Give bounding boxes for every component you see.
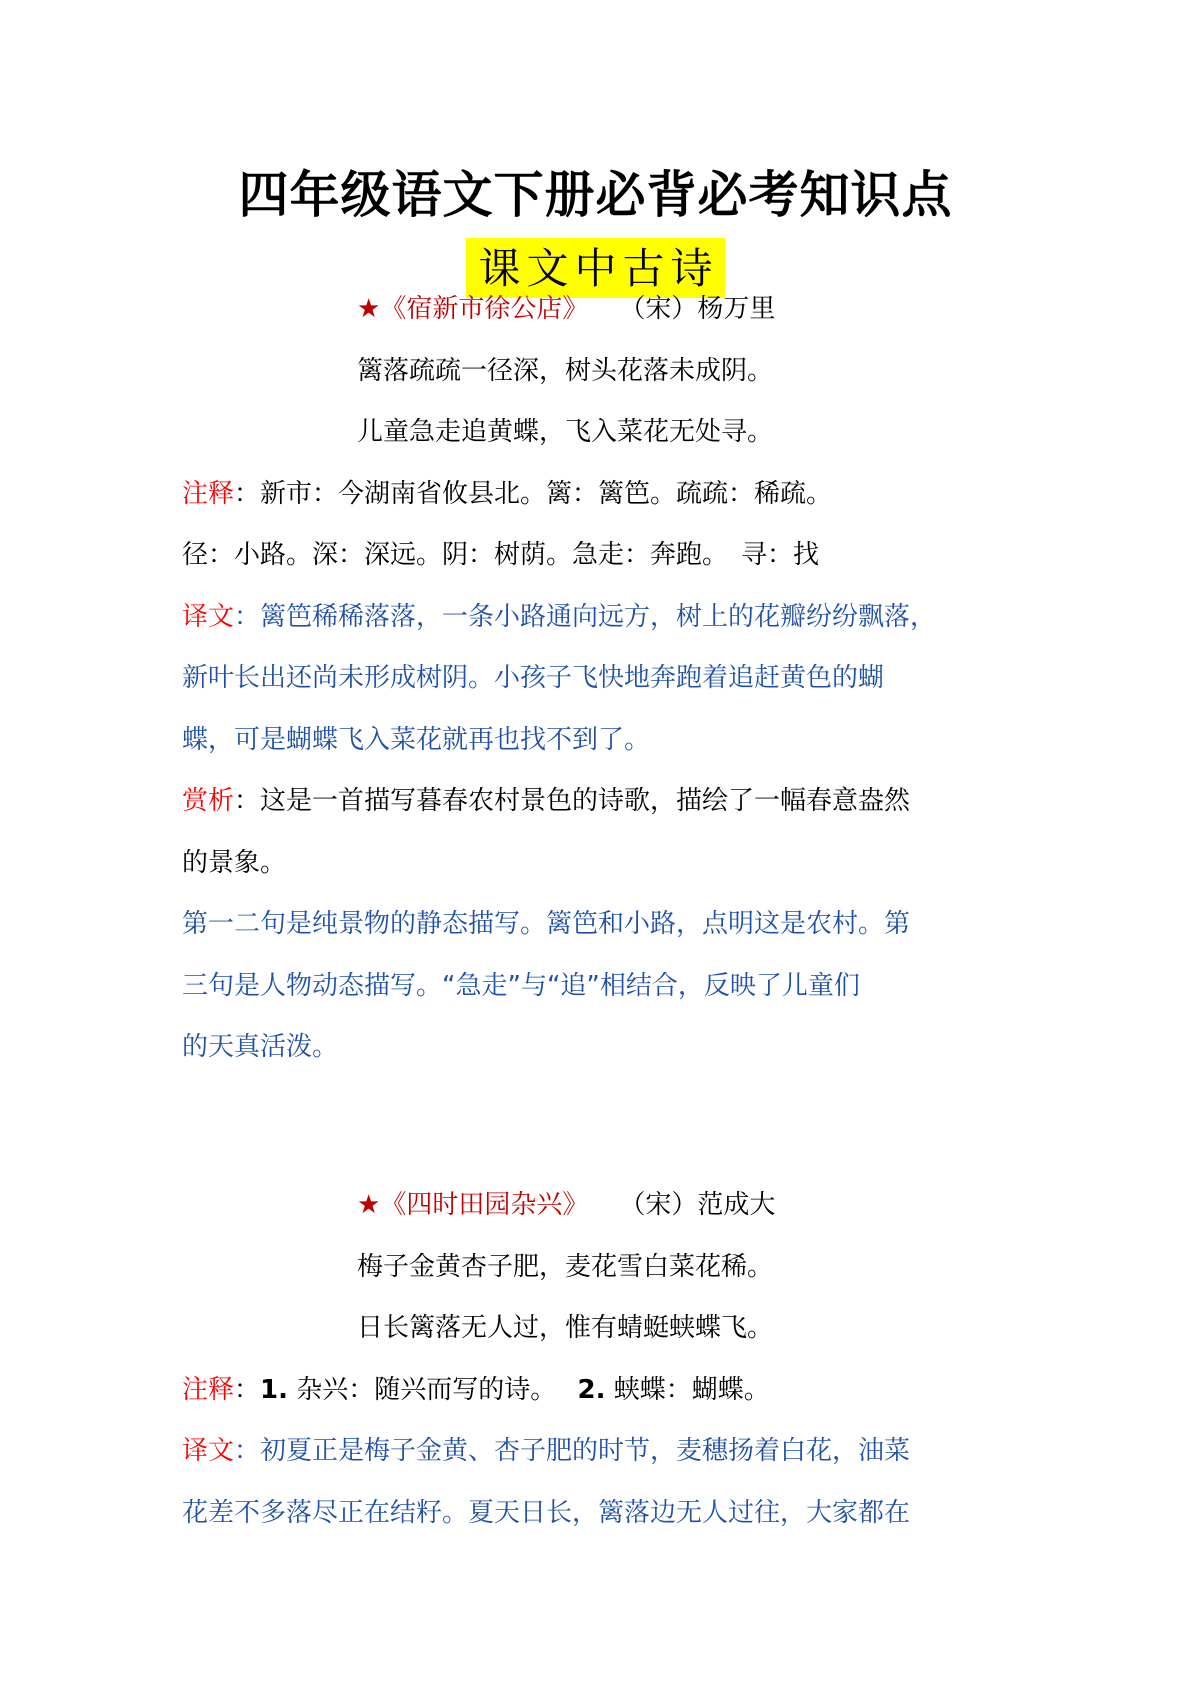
- notes-text: 径：小路。深：深远。阴：树荫。急走：奔跑。 寻：找: [182, 540, 820, 570]
- poem-line: 篱落疏疏一径深，树头花落未成阴。: [357, 356, 774, 386]
- notes-text: 蛱蝶：蝴蝶。: [605, 1375, 770, 1405]
- page-title: 四年级语文下册必背必考知识点: [238, 166, 953, 224]
- star-icon: ★: [357, 1190, 381, 1220]
- poem-title: 《四时田园杂兴》: [380, 1190, 589, 1220]
- poem-author: （宋）范成大: [632, 1190, 776, 1220]
- translation-text: 新叶长出还尚未形成树阴。小孩子飞快地奔跑着追赶黄色的蝴: [182, 663, 885, 693]
- analysis-text: 第一二句是纯景物的静态描写。篱笆和小路，点明这是农村。第: [182, 909, 911, 939]
- translation-text: 花差不多落尽正在结籽。夏天日长，篱落边无人过往，大家都在: [182, 1498, 911, 1528]
- notes-label: 注释: [182, 479, 235, 509]
- notes-label: 注释: [182, 1375, 235, 1405]
- translation-label: 译文: [182, 1436, 235, 1466]
- analysis-text: 的天真活泼。: [182, 1032, 339, 1062]
- notes-paragraph: [182, 474, 832, 514]
- notes-text: 杂兴：随兴而写的诗。: [288, 1375, 578, 1405]
- poem-author: （宋）杨万里: [632, 294, 776, 324]
- note-number: 1.: [260, 1375, 288, 1405]
- appreciation-paragraph: [182, 781, 910, 821]
- translation-paragraph: [182, 1431, 910, 1471]
- notes-colon: ：: [234, 1375, 261, 1405]
- appreciation-text: ：这是一首描写暮春农村景色的诗歌，描绘了一幅春意盎然: [234, 786, 911, 816]
- poem-line: 儿童急走追黄蝶，飞入菜花无处寻。: [357, 417, 774, 447]
- poem-title: 《宿新市徐公店》: [380, 294, 589, 324]
- poem-heading: [357, 1185, 775, 1225]
- appreciation-label: 赏析: [182, 786, 235, 816]
- analysis-text: 三句是人物动态描写。“急走”与“追”相结合，反映了儿童们: [182, 971, 860, 1001]
- notes-paragraph: [182, 1370, 770, 1410]
- translation-text: 蝶，可是蝴蝶飞入菜花就再也找不到了。: [182, 725, 651, 755]
- section-heading: 课文中古诗: [466, 238, 724, 298]
- translation-text: ：初夏正是梅子金黄、杏子肥的时节，麦穗扬着白花，油菜: [234, 1436, 911, 1466]
- star-icon: ★: [357, 294, 381, 324]
- translation-label: 译文: [182, 602, 235, 632]
- poem-line: 日长篱落无人过，惟有蜻蜓蛱蝶飞。: [357, 1313, 774, 1343]
- notes-text: ：新市：今湖南省攸县北。篱：篱笆。疏疏：稀疏。: [234, 479, 833, 509]
- note-number: 2.: [577, 1375, 606, 1405]
- translation-paragraph: [182, 597, 936, 637]
- appreciation-text: 的景象。: [182, 848, 287, 878]
- poem-line: 梅子金黄杏子肥，麦花雪白菜花稀。: [357, 1252, 774, 1282]
- translation-text: ：篱笆稀稀落落，一条小路通向远方，树上的花瓣纷纷飘落，: [234, 602, 937, 632]
- poem-heading: [357, 289, 775, 329]
